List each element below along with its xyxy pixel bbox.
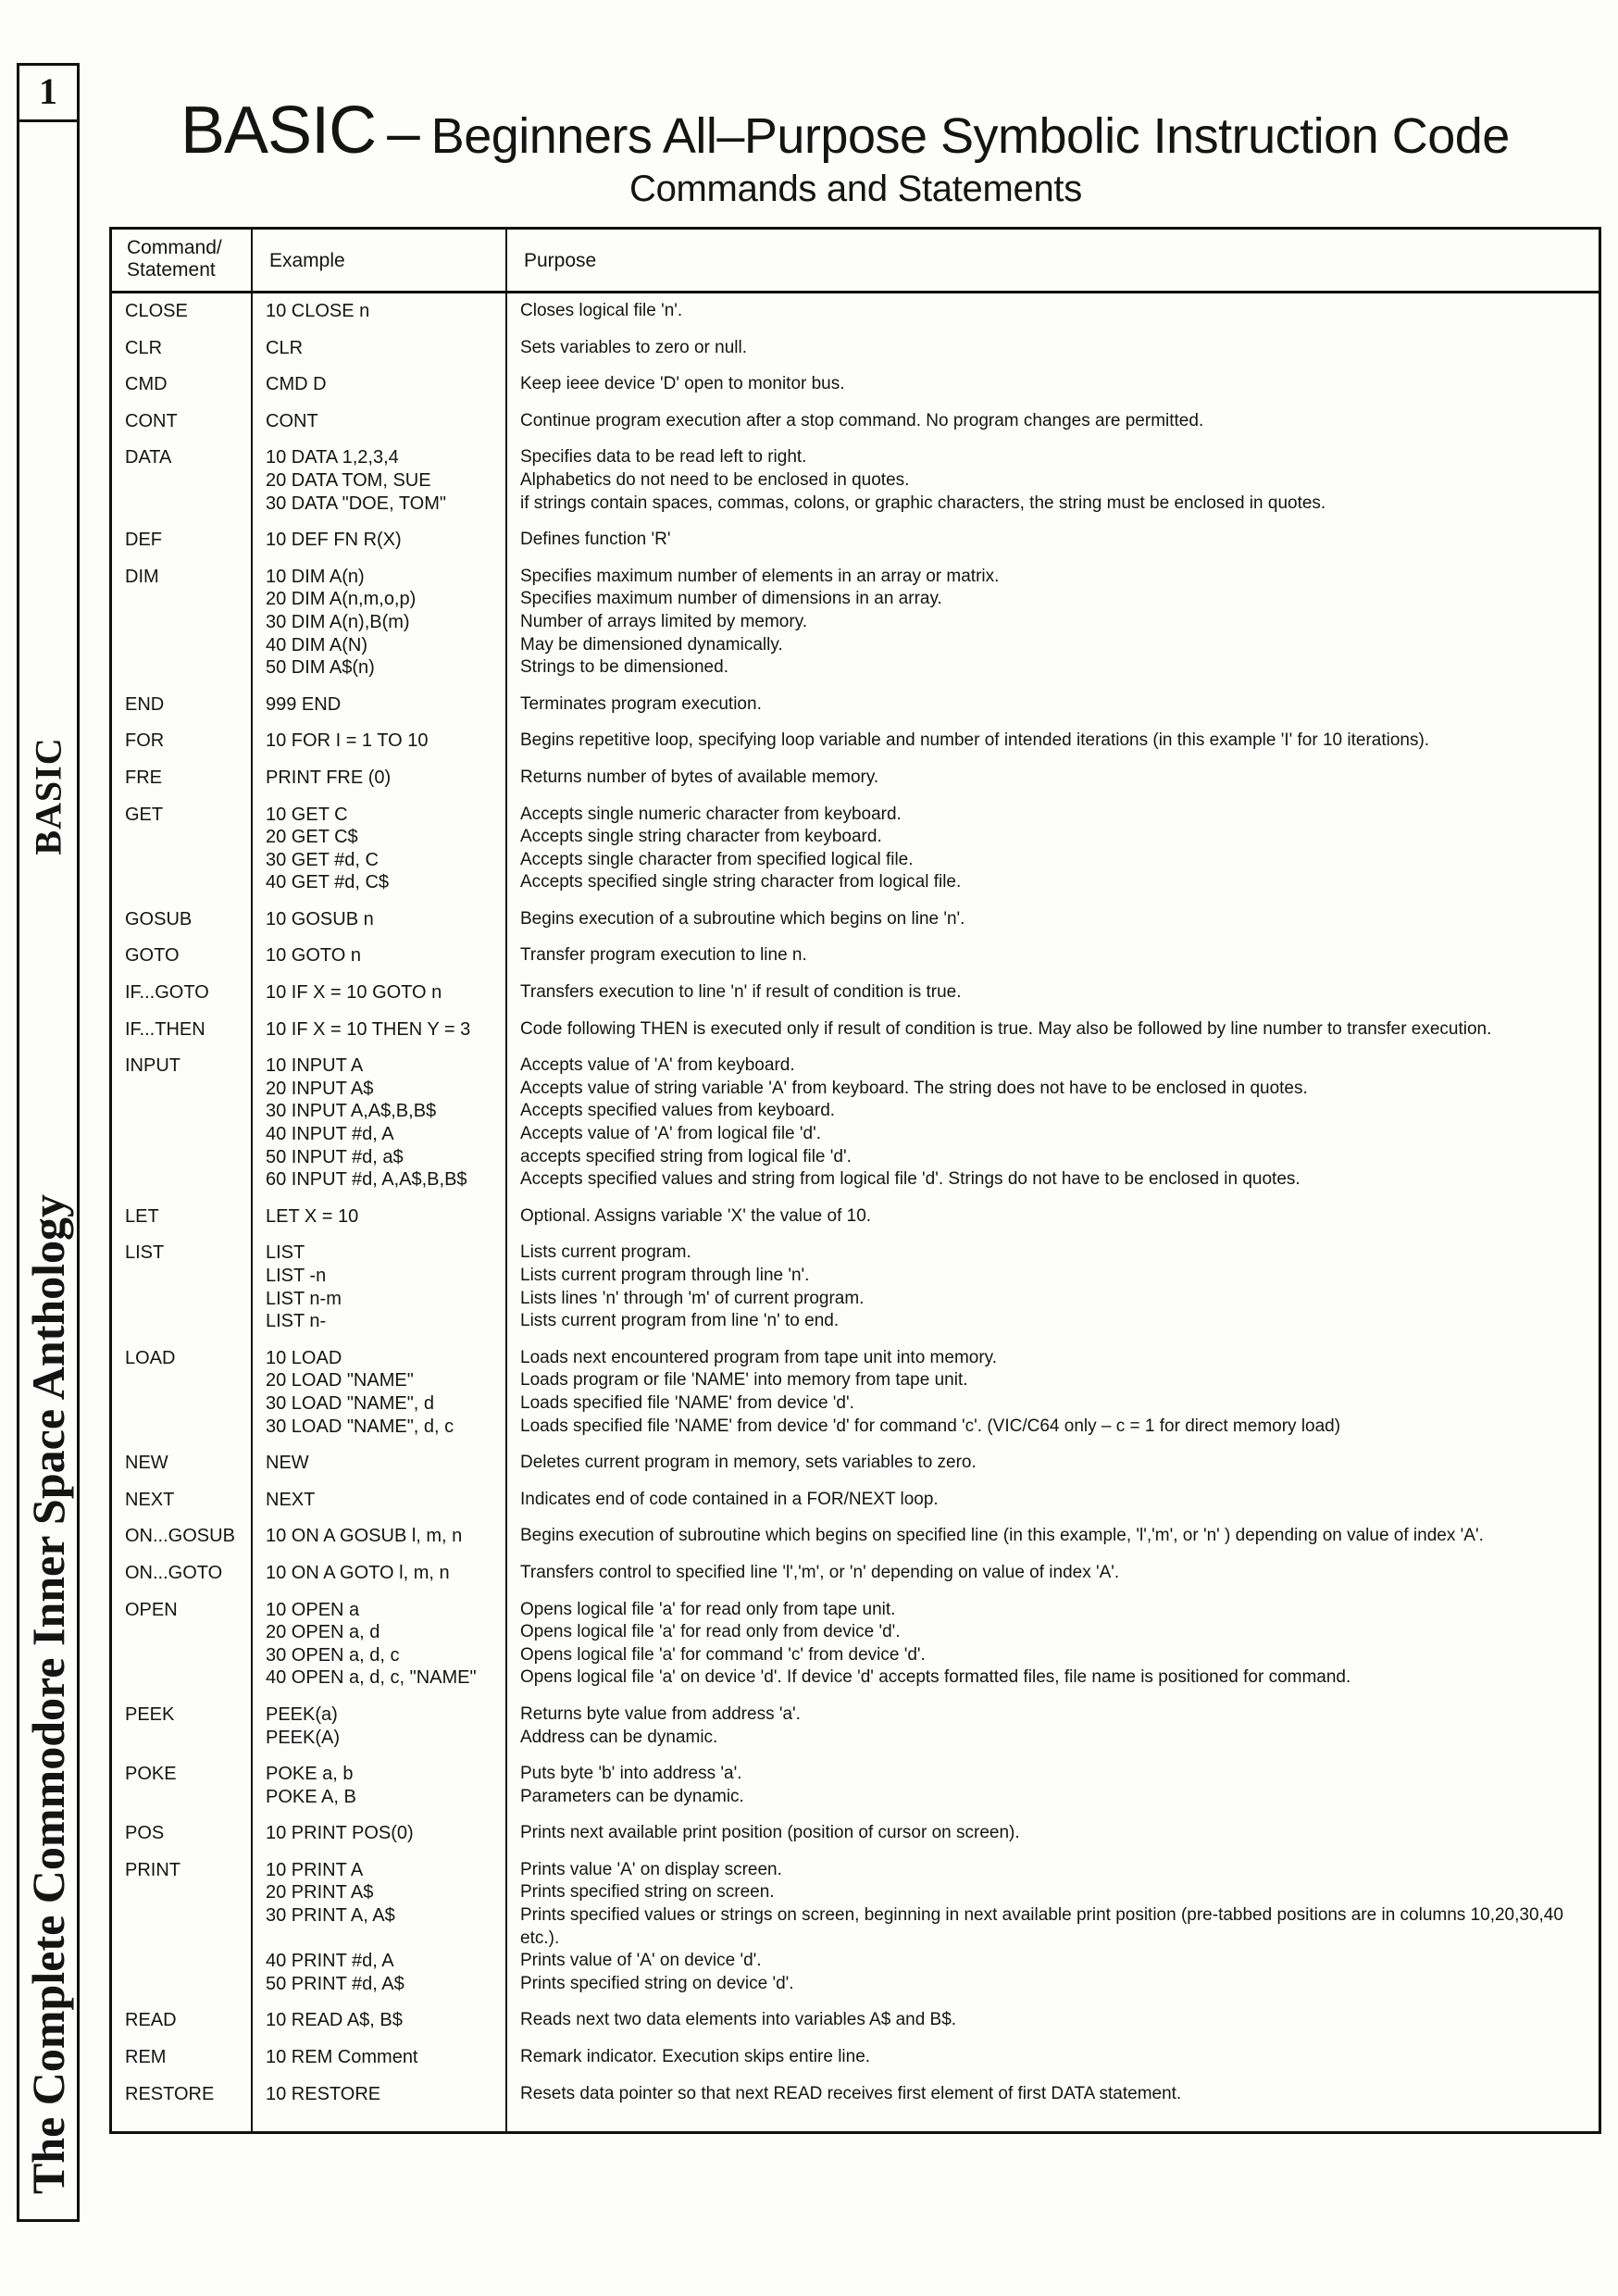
example-line: 30 INPUT A,A$,B,B$	[266, 1101, 437, 1122]
purpose-line: Returns number of bytes of available memory.	[520, 767, 879, 787]
table-row	[112, 1452, 1599, 1489]
example-line: 10 DIM A(n)	[266, 566, 365, 587]
example-cell	[251, 804, 505, 894]
purpose-cell	[505, 1859, 1599, 1996]
example-line: 999 END	[266, 693, 342, 715]
example-line: 10 ON A GOSUB l, m, n	[266, 1526, 463, 1547]
purpose-cell	[505, 944, 1599, 967]
example-cell	[251, 1054, 505, 1192]
purpose-line: Accepts single character from specified logical file.	[520, 849, 914, 869]
commands-table	[109, 227, 1601, 2134]
purpose-line: Opens logical file 'a' for read only from tape unit.	[520, 1599, 896, 1619]
purpose-line: Loads specified file 'NAME' from device 'd'.	[520, 1392, 854, 1413]
command-cell: POKE	[125, 1764, 177, 1785]
table-row	[112, 529, 1599, 566]
table-row	[112, 1242, 1599, 1346]
example-cell	[251, 1347, 505, 1438]
example-cell	[251, 2009, 505, 2032]
example-line: 30 LOAD "NAME", d	[266, 1392, 435, 1414]
example-cell	[251, 2083, 505, 2106]
purpose-cell	[505, 730, 1599, 753]
command-cell: GOSUB	[125, 908, 193, 930]
purpose-cell	[505, 1018, 1599, 1042]
page-subtitle: Commands and Statements	[629, 168, 1082, 209]
example-line: 10 OPEN a	[266, 1599, 360, 1620]
example-cell	[251, 1242, 505, 1332]
example-line: 30 DATA "DOE, TOM"	[266, 493, 446, 514]
purpose-line: Lists lines 'n' through 'm' of current program.	[520, 1288, 865, 1308]
command-cell: END	[125, 693, 165, 715]
purpose-line: Lists current program through line 'n'.	[520, 1266, 810, 1285]
example-line: 10 GOSUB n	[266, 908, 374, 930]
example-cell	[251, 1859, 505, 1996]
table-row	[112, 1562, 1599, 1599]
example-line: 40 INPUT #d, A	[266, 1124, 394, 1145]
purpose-line: Address can be dynamic.	[520, 1727, 718, 1747]
purpose-line: Accepts value of 'A' from logical file 'd'.	[520, 1124, 821, 1144]
purpose-cell	[505, 767, 1599, 790]
command-cell: DIM	[125, 566, 159, 587]
table-row	[112, 981, 1599, 1018]
command-cell: ON...GOTO	[125, 1562, 223, 1583]
purpose-line: Reads next two data elements into variables A$ and B$.	[520, 2010, 957, 2030]
example-line: POKE a, b	[266, 1764, 354, 1785]
purpose-cell	[505, 300, 1599, 323]
purpose-cell	[505, 1562, 1599, 1585]
purpose-line: Begins execution of a subroutine which begins on line 'n'.	[520, 908, 965, 929]
purpose-line: if strings contain spaces, commas, colons, or graphic characters, the string must be enclosed in quotes.	[520, 493, 1326, 513]
example-line: PRINT FRE (0)	[266, 767, 392, 788]
purpose-line: Accepts specified values from keyboard.	[520, 1101, 836, 1121]
example-line: 10 LOAD	[266, 1347, 342, 1368]
example-line: 10 IF X = 10 GOTO n	[266, 982, 442, 1004]
purpose-line: Lists current program.	[520, 1242, 691, 1263]
command-cell: CONT	[125, 410, 178, 431]
example-line: 30 LOAD "NAME", d, c	[266, 1416, 454, 1437]
command-cell: OPEN	[125, 1599, 178, 1620]
example-line: 60 INPUT #d, A,A$,B,B$	[266, 1169, 467, 1191]
table-row	[112, 1347, 1599, 1452]
purpose-line: Prints next available print position (position of cursor on screen).	[520, 1823, 1020, 1843]
command-cell: LET	[125, 1205, 159, 1227]
purpose-line: Parameters can be dynamic.	[520, 1786, 744, 1806]
command-cell: DATA	[125, 447, 172, 468]
example-line: 20 DATA TOM, SUE	[266, 469, 431, 491]
example-line: LIST -n	[266, 1266, 327, 1286]
purpose-line: Specifies maximum number of elements in an array or matrix.	[520, 566, 1000, 586]
example-cell	[251, 410, 505, 433]
table-row	[112, 1599, 1599, 1703]
example-cell	[251, 1018, 505, 1042]
command-cell: CLOSE	[125, 301, 188, 321]
title-expansion: Beginners All–Purpose Symbolic Instruction Code	[430, 108, 1510, 164]
example-line: 40 GET #d, C$	[266, 872, 390, 893]
table-row	[112, 804, 1599, 908]
example-cell	[251, 2046, 505, 2069]
purpose-line: Accepts single numeric character from keyboard.	[520, 804, 902, 824]
example-line: POKE A, B	[266, 1786, 356, 1807]
purpose-cell	[505, 446, 1599, 515]
command-cell: CLR	[125, 337, 163, 358]
purpose-line: Loads program or file 'NAME' into memory from tape unit.	[520, 1370, 968, 1391]
purpose-line: Prints specified values or strings on screen, beginning in next available print position (pre-tabbed positions are in columns 10,20,30,40 etc.).	[520, 1905, 1563, 1948]
book-title: The Complete Commodore Inner Space Anthology	[22, 1193, 74, 2195]
purpose-cell	[505, 2083, 1599, 2106]
purpose-line: Keep ieee device 'D' open to monitor bus.	[520, 374, 845, 394]
example-cell	[251, 1489, 505, 1512]
example-line: NEW	[266, 1453, 309, 1474]
example-line: CONT	[266, 410, 318, 431]
example-line: 10 INPUT A	[266, 1055, 364, 1077]
purpose-cell	[505, 337, 1599, 360]
command-cell: GET	[125, 804, 164, 825]
command-cell: GOTO	[125, 945, 180, 967]
example-cell	[251, 529, 505, 552]
purpose-cell	[505, 693, 1599, 717]
purpose-line: Accepts value of 'A' from keyboard.	[520, 1055, 795, 1076]
example-line: CMD D	[266, 374, 327, 395]
example-cell	[251, 730, 505, 753]
command-cell: FOR	[125, 730, 165, 752]
example-line: LET X = 10	[266, 1205, 359, 1227]
example-cell	[251, 337, 505, 360]
table-row	[112, 566, 1599, 693]
purpose-line: Opens logical file 'a' for read only from device 'd'.	[520, 1622, 901, 1642]
example-line: 10 ON A GOTO l, m, n	[266, 1562, 450, 1583]
purpose-line: Continue program execution after a stop command. No program changes are permitted.	[520, 410, 1204, 430]
example-line: 20 OPEN a, d	[266, 1622, 380, 1643]
purpose-cell	[505, 1242, 1599, 1332]
table-row	[112, 908, 1599, 945]
table-row	[112, 300, 1599, 337]
example-line: 10 PRINT POS(0)	[266, 1823, 414, 1844]
purpose-cell	[505, 1599, 1599, 1690]
example-line: 20 INPUT A$	[266, 1078, 374, 1099]
purpose-line: Sets variables to zero or null.	[520, 337, 748, 357]
purpose-line: Prints specified string on screen.	[520, 1882, 775, 1903]
title-main: BASIC	[180, 94, 377, 168]
purpose-cell	[505, 529, 1599, 552]
table-row	[112, 1018, 1599, 1055]
purpose-line: Remark indicator. Execution skips entire line.	[520, 2047, 871, 2067]
example-line: 10 IF X = 10 THEN Y = 3	[266, 1018, 471, 1040]
example-line: 20 LOAD "NAME"	[266, 1370, 414, 1391]
page-number: 1	[17, 63, 80, 122]
table-row	[112, 2083, 1599, 2120]
example-line: CLR	[266, 337, 304, 358]
purpose-cell	[505, 981, 1599, 1004]
table-row	[112, 1859, 1599, 2010]
purpose-line: Strings to be dimensioned.	[520, 657, 728, 678]
example-line: 10 DEF FN R(X)	[266, 530, 402, 551]
example-line: PEEK(a)	[266, 1703, 338, 1725]
purpose-line: Accepts value of string variable 'A' from keyboard. The string does not have to be enclosed in quotes.	[520, 1078, 1308, 1098]
example-cell	[251, 767, 505, 790]
purpose-cell	[505, 1347, 1599, 1438]
command-cell: INPUT	[125, 1055, 180, 1077]
example-line: 50 INPUT #d, a$	[266, 1146, 404, 1167]
example-cell	[251, 944, 505, 967]
purpose-cell	[505, 1703, 1599, 1749]
example-line: 10 FOR I = 1 TO 10	[266, 730, 429, 752]
example-line: 50 PRINT #d, A$	[266, 1973, 404, 1994]
example-line: 20 GET C$	[266, 827, 358, 848]
command-cell: ON...GOSUB	[125, 1526, 235, 1547]
purpose-line: Prints value of 'A' on device 'd'.	[520, 1951, 762, 1971]
command-cell: IF...THEN	[125, 1018, 205, 1040]
example-cell	[251, 1562, 505, 1585]
purpose-cell	[505, 2009, 1599, 2032]
purpose-line: Defines function 'R'	[520, 530, 671, 550]
table-row	[112, 730, 1599, 767]
example-line: 30 PRINT A, A$	[266, 1905, 395, 1927]
example-line: LIST n-m	[266, 1288, 342, 1309]
purpose-cell	[505, 804, 1599, 894]
example-line: 10 CLOSE n	[266, 301, 370, 321]
purpose-line: Indicates end of code contained in a FOR/NEXT loop.	[520, 1489, 939, 1509]
purpose-line: Loads next encountered program from tape unit into memory.	[520, 1347, 998, 1367]
table-body	[112, 300, 1599, 2119]
example-cell	[251, 1525, 505, 1548]
example-cell	[251, 1822, 505, 1845]
example-line: 10 READ A$, B$	[266, 2010, 403, 2031]
purpose-line: Number of arrays limited by memory.	[520, 611, 808, 631]
purpose-cell	[505, 1525, 1599, 1548]
command-cell: PEEK	[125, 1703, 175, 1725]
command-cell: IF...GOTO	[125, 982, 209, 1004]
purpose-line: Opens logical file 'a' for command 'c' from device 'd'.	[520, 1644, 926, 1665]
purpose-cell	[505, 410, 1599, 433]
example-line: 30 DIM A(n),B(m)	[266, 611, 410, 632]
example-cell	[251, 1452, 505, 1475]
example-line: LIST n-	[266, 1311, 327, 1332]
purpose-cell	[505, 1054, 1599, 1192]
purpose-line: Specifies maximum number of dimensions in an array.	[520, 589, 942, 609]
table-row	[112, 410, 1599, 447]
title-dash: –	[387, 99, 420, 166]
example-line: 40 DIM A(N)	[266, 634, 368, 655]
purpose-line: Accepts single string character from keyboard.	[520, 827, 882, 847]
example-cell	[251, 1703, 505, 1749]
table-row	[112, 1489, 1599, 1526]
table-header-row	[112, 230, 1599, 293]
purpose-line: Prints specified string on device 'd'.	[520, 1973, 794, 1993]
purpose-line: May be dimensioned dynamically.	[520, 634, 783, 655]
purpose-cell	[505, 1822, 1599, 1845]
example-line: 40 OPEN a, d, c, "NAME"	[266, 1667, 477, 1689]
command-cell: READ	[125, 2010, 177, 2031]
purpose-cell	[505, 373, 1599, 396]
example-cell	[251, 693, 505, 717]
purpose-cell	[505, 566, 1599, 680]
table-row	[112, 767, 1599, 804]
example-cell	[251, 566, 505, 680]
example-line: 10 REM Comment	[266, 2047, 418, 2068]
command-cell: FRE	[125, 767, 162, 788]
page-title	[180, 93, 1510, 168]
purpose-line: Puts byte 'b' into address 'a'.	[520, 1764, 742, 1784]
table-row	[112, 1703, 1599, 1763]
purpose-line: Begins execution of subroutine which begins on specified line (in this example, 'l','m', or 'n' ) depending on value of index 'A'.	[520, 1526, 1484, 1546]
example-line: NEXT	[266, 1489, 316, 1510]
table-row	[112, 1525, 1599, 1562]
command-cell: POS	[125, 1823, 165, 1844]
purpose-line: Opens logical file 'a' on device 'd'. If device 'd' accepts formatted files, file name is positioned for command.	[520, 1667, 1351, 1688]
command-cell: PRINT	[125, 1859, 180, 1880]
table-row	[112, 337, 1599, 374]
purpose-line: Begins repetitive loop, specifying loop variable and number of intended iterations (in this example 'I' for 10 iterations).	[520, 730, 1430, 751]
purpose-cell	[505, 1489, 1599, 1512]
table-row	[112, 1054, 1599, 1205]
purpose-line: accepts specified string from logical file 'd'.	[520, 1146, 852, 1167]
purpose-line: Loads specified file 'NAME' from device 'd' for command 'c'. (VIC/C64 only – c = 1 for direct memory load)	[520, 1416, 1341, 1436]
table-row	[112, 1822, 1599, 1859]
command-cell: NEW	[125, 1453, 168, 1474]
example-line: 10 GOTO n	[266, 945, 362, 967]
example-line: 50 DIM A$(n)	[266, 657, 375, 679]
command-cell: DEF	[125, 530, 162, 551]
command-cell: LOAD	[125, 1347, 176, 1368]
table-row	[112, 446, 1599, 529]
example-line: 30 GET #d, C	[266, 849, 379, 870]
table-row	[112, 693, 1599, 730]
purpose-cell	[505, 1452, 1599, 1475]
example-cell	[251, 1763, 505, 1808]
table-row	[112, 2046, 1599, 2083]
table-row	[112, 944, 1599, 981]
command-cell: LIST	[125, 1242, 165, 1264]
purpose-line: Alphabetics do not need to be enclosed in quotes.	[520, 469, 910, 490]
purpose-cell	[505, 1763, 1599, 1808]
table-row	[112, 1205, 1599, 1242]
example-cell	[251, 1205, 505, 1229]
command-cell: REM	[125, 2047, 167, 2068]
example-cell	[251, 446, 505, 515]
command-cell: NEXT	[125, 1489, 175, 1510]
example-line: 30 OPEN a, d, c	[266, 1644, 400, 1666]
example-cell	[251, 908, 505, 931]
example-line: 10 PRINT A	[266, 1859, 364, 1880]
example-line: 10 RESTORE	[266, 2083, 381, 2104]
purpose-line: Terminates program execution.	[520, 693, 762, 714]
example-line: PEEK(A)	[266, 1727, 341, 1748]
purpose-line: Transfer program execution to line n.	[520, 945, 807, 966]
example-line: 10 DATA 1,2,3,4	[266, 447, 399, 468]
example-line: LIST	[266, 1242, 305, 1264]
header-example: Example	[269, 250, 345, 271]
purpose-line: Accepts specified single string character from logical file.	[520, 872, 962, 892]
purpose-cell	[505, 908, 1599, 931]
purpose-line: Resets data pointer so that next READ receives first element of first DATA statement.	[520, 2083, 1182, 2103]
purpose-line: Specifies data to be read left to right.	[520, 447, 807, 468]
purpose-line: Code following THEN is executed only if result of condition is true. May also be followed by line number to transfer execution.	[520, 1018, 1492, 1039]
example-cell	[251, 300, 505, 323]
example-cell	[251, 981, 505, 1004]
purpose-line: Lists current program from line 'n' to end.	[520, 1311, 840, 1331]
command-cell: RESTORE	[125, 2083, 215, 2104]
example-line: 20 DIM A(n,m,o,p)	[266, 589, 417, 610]
section-label: BASIC	[27, 737, 69, 855]
header-purpose: Purpose	[524, 250, 597, 271]
purpose-line: Optional. Assigns variable 'X' the value of 10.	[520, 1205, 872, 1226]
purpose-line: Transfers execution to line 'n' if result of condition is true.	[520, 982, 962, 1003]
table-row	[112, 373, 1599, 410]
purpose-cell	[505, 1205, 1599, 1229]
purpose-line: Transfers control to specified line 'l','m', or 'n' depending on value of index 'A'.	[520, 1562, 1120, 1582]
table-row	[112, 2009, 1599, 2046]
purpose-line: Deletes current program in memory, sets variables to zero.	[520, 1453, 977, 1473]
table-row	[112, 1763, 1599, 1822]
command-cell: CMD	[125, 374, 168, 395]
purpose-line: Prints value 'A' on display screen.	[520, 1859, 782, 1879]
example-line: 20 PRINT A$	[266, 1882, 374, 1903]
purpose-line: Closes logical file 'n'.	[520, 301, 683, 320]
purpose-line: Returns byte value from address 'a'.	[520, 1703, 801, 1724]
purpose-cell	[505, 2046, 1599, 2069]
example-cell	[251, 373, 505, 396]
example-line: 40 PRINT #d, A	[266, 1951, 394, 1972]
example-cell	[251, 1599, 505, 1690]
header-command: Command/ Statement	[127, 237, 222, 281]
purpose-line: Accepts specified values and string from logical file 'd'. Strings do not have to be enclosed in quotes.	[520, 1169, 1301, 1190]
example-line: 10 GET C	[266, 804, 348, 825]
